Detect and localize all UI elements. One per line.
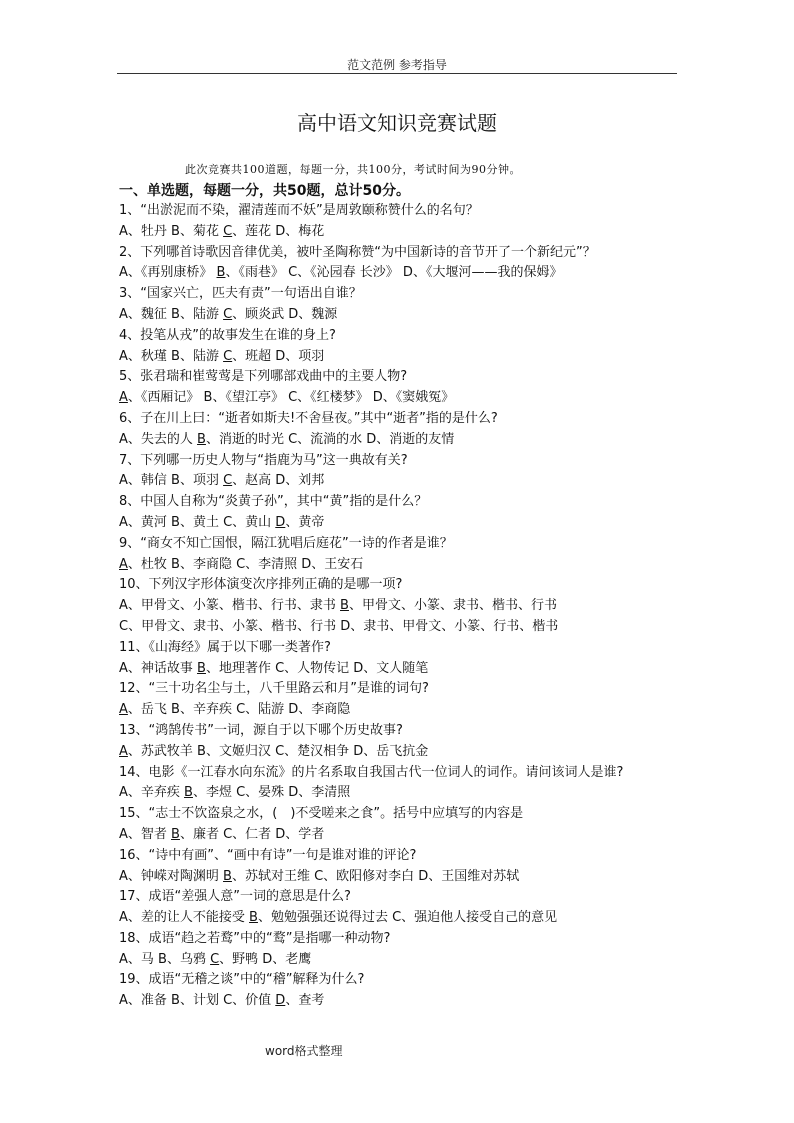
line-text: 、《雨巷》 C、《沁园春 长沙》 D、《大堰河——我的保姆》 <box>225 265 563 281</box>
line-text: 19、成语“无稽之谈”中的“稽”解释为什么? <box>119 972 365 988</box>
line-text: A、秋瑾 B、陆游 <box>119 348 224 364</box>
answer-marker: C <box>223 473 233 489</box>
answer-marker: B <box>340 598 349 614</box>
answer-marker: A <box>119 390 128 406</box>
line-text: 、《西厢记》 B、《望江亭》 C、《红楼梦》 D、《窦娥冤》 <box>127 390 455 406</box>
line-text: A、牡丹 B、菊花 <box>119 223 224 239</box>
answer-marker: A <box>119 743 128 759</box>
question-line <box>119 409 689 430</box>
answer-marker: B <box>171 826 180 842</box>
line-text: 、黄帝 <box>285 514 325 530</box>
line-text: A、马 B、乌鸦 <box>119 951 211 967</box>
question-line <box>119 867 689 888</box>
question-line <box>119 887 689 908</box>
section-heading: 一、单选题，每题一分，共50题，总计50分。 <box>119 183 410 199</box>
question-line <box>119 970 689 991</box>
line-text: A、钟嵘对陶渊明 <box>119 868 224 884</box>
answer-marker: D <box>275 514 286 530</box>
line-text: 、廉者 C、仁者 D、学者 <box>179 826 325 842</box>
answer-marker: D <box>275 993 286 1009</box>
question-line <box>119 471 689 492</box>
page-title: 高中语文知识竞赛试题 <box>297 111 497 135</box>
line-text: 、野鸭 D、老鹰 <box>219 951 312 967</box>
answer-marker: B <box>197 431 206 447</box>
line-text: 18、成语“趋之若鹜”中的“鹜”是指哪一种动物? <box>119 930 391 946</box>
question-line <box>119 679 689 700</box>
line-text: 14、电影《一江春水向东流》的片名系取自我国古代一位词人的词作。请问该词人是谁? <box>119 764 624 780</box>
line-text: 11、《山海经》属于以下哪一类著作? <box>119 639 331 655</box>
line-text: A、智者 <box>119 826 172 842</box>
line-text: 、地理著作 C、人物传记 D、文人随笔 <box>205 660 429 676</box>
line-text: 6、子在川上曰：“逝者如斯夫!不舍昼夜。”其中“逝者”指的是什么? <box>119 410 498 426</box>
question-line <box>119 700 689 721</box>
page-header: 范文范例 参考指导 <box>347 58 447 72</box>
line-text: 、顾炎武 D、魏源 <box>232 306 338 322</box>
line-text: 16、“诗中有画”、“画中有诗”一句是谁对谁的评论? <box>119 847 417 863</box>
line-text: A、差的让人不能接受 <box>119 910 250 926</box>
answer-marker: C <box>223 306 233 322</box>
question-line <box>119 492 689 513</box>
answer-marker: A <box>119 556 128 572</box>
line-text: A、韩信 B、项羽 <box>119 473 224 489</box>
question-line <box>119 783 689 804</box>
line-text: 17、成语“差强人意”一词的意思是什么? <box>119 889 351 905</box>
question-line <box>119 388 689 409</box>
line-text: 13、“鸿鹄传书”一词，源自于以下哪个历史故事? <box>119 722 403 738</box>
answer-marker: C <box>210 951 220 967</box>
line-text: 、赵高 D、刘邦 <box>232 473 325 489</box>
answer-marker: C <box>223 223 233 239</box>
question-line <box>119 763 689 784</box>
question-line <box>119 430 689 451</box>
line-text: 、班超 D、项羽 <box>232 348 325 364</box>
line-text: 1、“出淤泥而不染，濯清莲而不妖”是周敦颐称赞什么的名句？ <box>119 203 479 218</box>
line-text: 7、下列哪一历史人物与“指鹿为马”这一典故有关? <box>119 452 408 468</box>
question-line <box>119 929 689 950</box>
question-line <box>119 513 689 534</box>
question-line <box>119 555 689 576</box>
line-text: 、查考 <box>285 993 325 1009</box>
page-footer: word格式整理 <box>265 1044 343 1058</box>
question-line <box>119 742 689 763</box>
line-text: C、甲骨文、隶书、小篆、楷书、行书 D、隶书、甲骨文、小篆、行书、楷书 <box>119 618 559 634</box>
line-text: A、魏征 B、陆游 <box>119 306 224 322</box>
line-text: A、黄河 B、黄土 C、黄山 <box>119 514 276 530</box>
question-line <box>119 201 689 222</box>
answer-marker: B <box>216 265 226 281</box>
question-line <box>119 305 689 326</box>
line-text: 、苏轼对王维 C、欧阳修对李白 D、王国维对苏轼 <box>231 868 520 884</box>
line-text: 8、中国人自称为“炎黄子孙”，其中“黄”指的是什么？ <box>119 494 428 510</box>
answer-marker: B <box>223 868 232 884</box>
question-line <box>119 804 689 825</box>
line-text: 、李煜 C、晏殊 D、李清照 <box>192 785 351 801</box>
line-text: A、准备 B、计划 C、价值 <box>119 993 276 1009</box>
question-line <box>119 617 689 638</box>
question-line <box>119 721 689 742</box>
answer-marker: B <box>249 910 258 926</box>
question-line <box>119 347 689 368</box>
line-text: 2、下列哪首诗歌因音律优美，被叶圣陶称赞“为中国新诗的音节开了一个新纪元”？ <box>119 244 596 260</box>
question-line <box>119 659 689 680</box>
answer-marker: A <box>119 702 128 718</box>
answer-marker: B <box>184 785 193 801</box>
line-text: A、失去的人 <box>119 431 198 447</box>
exam-intro: 此次竞赛共100道题，每题一分，共100分，考试时间为90分钟。 <box>185 163 521 176</box>
line-text: A、神话故事 <box>119 660 198 676</box>
question-line <box>119 846 689 867</box>
header-divider <box>117 73 677 74</box>
question-line <box>119 326 689 347</box>
line-text: 10、下列汉字形体演变次序排列正确的是哪一项? <box>119 577 403 593</box>
question-line <box>119 222 689 243</box>
line-text: A、《再别康桥》 <box>119 265 217 281</box>
question-list <box>119 201 689 1012</box>
question-line <box>119 367 689 388</box>
line-text: 、岳飞 B、辛弃疾 C、陆游 D、李商隐 <box>127 702 351 718</box>
line-text: 5、张君瑞和崔莺莺是下列哪部戏曲中的主要人物? <box>119 369 408 385</box>
line-text: A、辛弃疾 <box>119 785 185 801</box>
question-line <box>119 575 689 596</box>
question-line <box>119 451 689 472</box>
line-text: 、莲花 D、梅花 <box>232 223 325 239</box>
question-line <box>119 284 689 305</box>
question-line <box>119 825 689 846</box>
line-text: 12、“三十功名尘与土，八千里路云和月”是谁的词句? <box>119 681 429 697</box>
line-text: 15、“志士不饮盗泉之水，( )不受嗟来之食”。括号中应填写的内容是 <box>119 806 524 822</box>
question-line <box>119 908 689 929</box>
line-text: 、消逝的时光 C、流淌的水 D、消逝的友情 <box>205 431 455 447</box>
question-line <box>119 950 689 971</box>
question-line <box>119 991 689 1012</box>
question-line <box>119 263 689 284</box>
answer-marker: C <box>223 348 233 364</box>
line-text: 4、投笔从戎”的故事发生在谁的身上? <box>119 327 336 343</box>
question-line <box>119 243 689 264</box>
line-text: 、甲骨文、小篆、隶书、楷书、行书 <box>348 598 557 614</box>
question-line <box>119 596 689 617</box>
question-line <box>119 638 689 659</box>
question-line <box>119 534 689 555</box>
line-text: A、甲骨文、小篆、楷书、行书、隶书 <box>119 598 341 614</box>
line-text: 3、“国家兴亡，匹夫有责”一句语出自谁？ <box>119 286 362 302</box>
line-text: 、勉勉强强还说得过去 C、强迫他人接受自己的意见 <box>257 910 558 926</box>
line-text: 、苏武牧羊 B、文姬归汉 C、楚汉相争 D、岳飞抗金 <box>127 743 429 759</box>
answer-marker: B <box>197 660 206 676</box>
line-text: 、杜牧 B、李商隐 C、李清照 D、王安石 <box>127 556 364 572</box>
line-text: 9、“商女不知亡国恨，隔江犹唱后庭花”一诗的作者是谁？ <box>119 535 453 551</box>
